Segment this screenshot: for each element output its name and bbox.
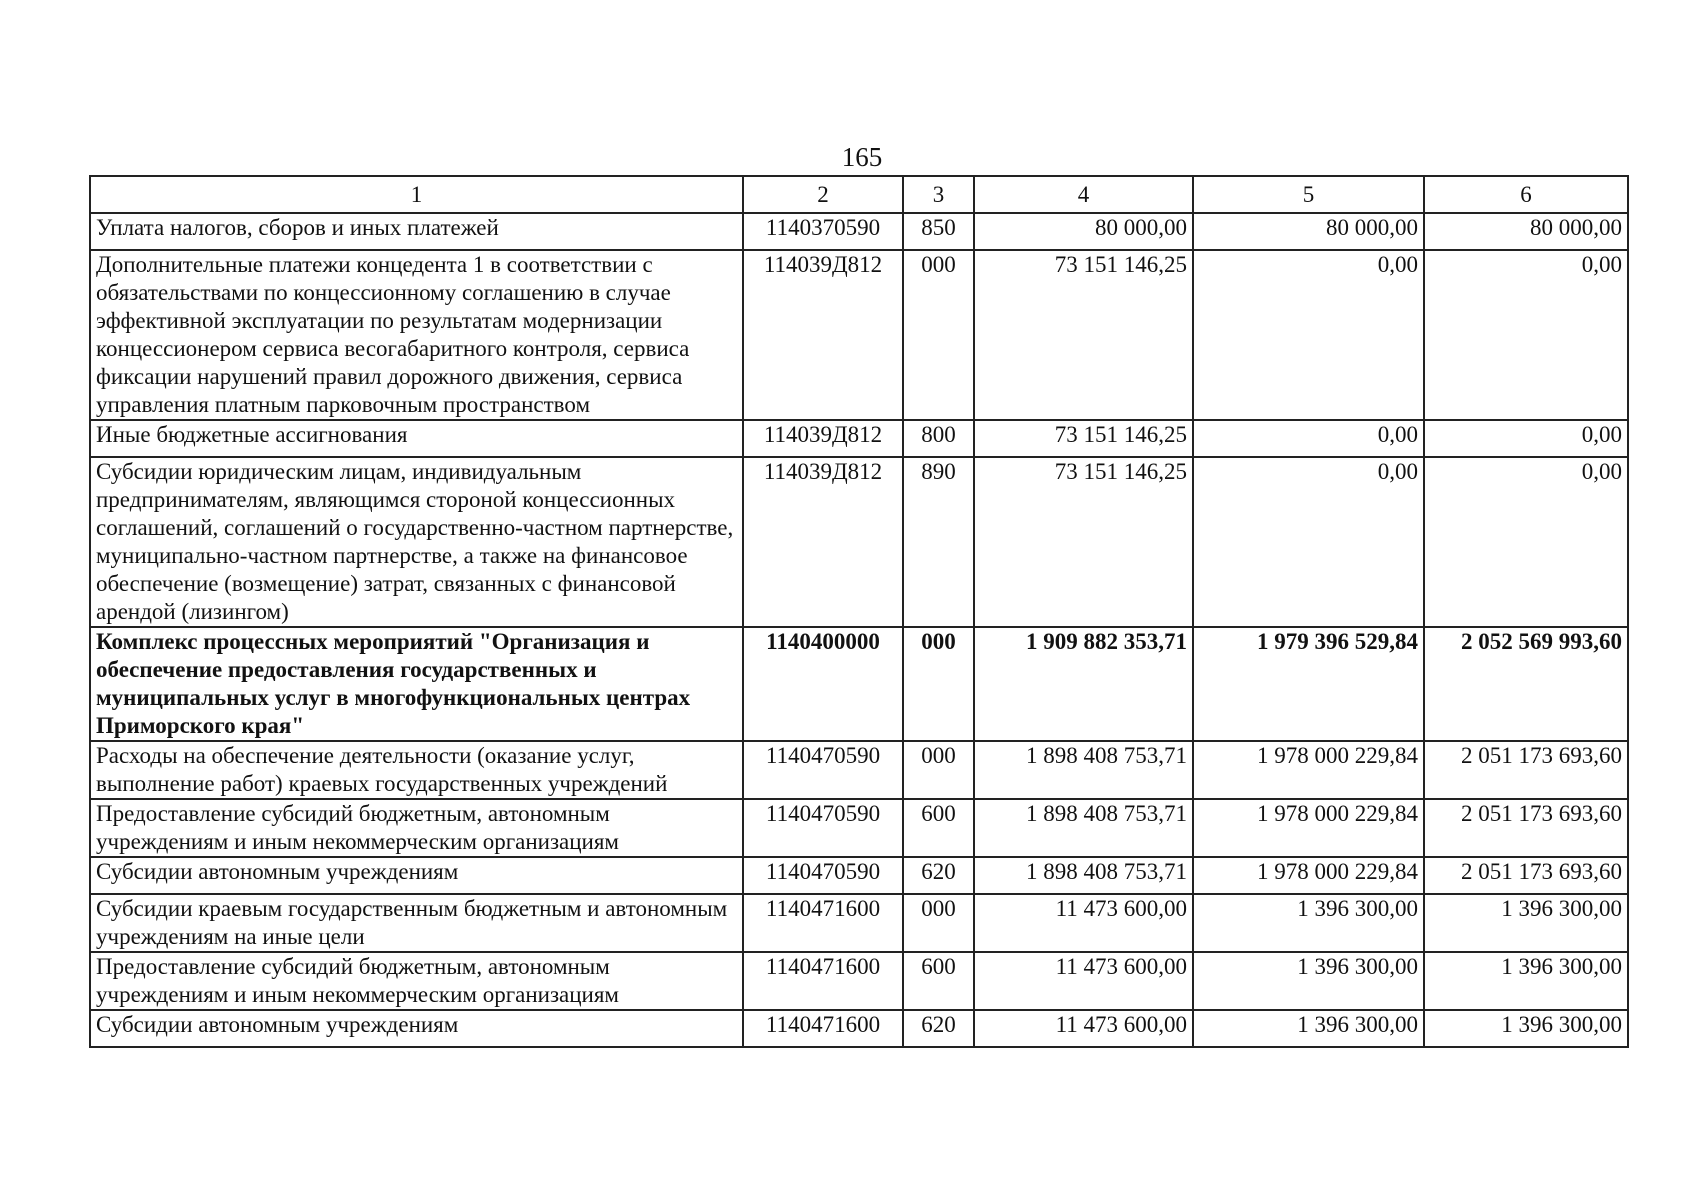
row-amount-col5: 1 396 300,00 [1193,894,1424,952]
table-row [90,250,1628,420]
row-code: 114039Д812 [743,420,903,457]
column-header: 5 [1193,176,1424,213]
column-header: 1 [90,176,743,213]
row-code: 1140471600 [743,952,903,1010]
row-expense-type: 000 [903,250,974,420]
row-amount-col6: 2 052 569 993,60 [1424,627,1628,741]
row-code: 1140470590 [743,857,903,894]
table-row [90,952,1628,1010]
row-expense-type: 850 [903,213,974,250]
row-code: 1140471600 [743,894,903,952]
row-name: Субсидии автономным учреждениям [90,857,743,894]
row-amount-col6: 1 396 300,00 [1424,894,1628,952]
row-amount-col6: 1 396 300,00 [1424,1010,1628,1047]
row-amount-col4: 1 898 408 753,71 [974,799,1193,857]
row-amount-col6: 2 051 173 693,60 [1424,857,1628,894]
budget-table [89,175,1629,1048]
table-row [90,894,1628,952]
column-header: 2 [743,176,903,213]
row-amount-col6: 0,00 [1424,420,1628,457]
row-amount-col4: 11 473 600,00 [974,952,1193,1010]
row-name: Иные бюджетные ассигнования [90,420,743,457]
row-expense-type: 000 [903,894,974,952]
row-amount-col5: 1 979 396 529,84 [1193,627,1424,741]
row-name: Расходы на обеспечение деятельности (оказание услуг, выполнение работ) краевых государственных учреждений [90,741,743,799]
row-code: 1140470590 [743,799,903,857]
row-code: 1140370590 [743,213,903,250]
column-header: 4 [974,176,1193,213]
row-amount-col6: 80 000,00 [1424,213,1628,250]
row-code: 1140471600 [743,1010,903,1047]
row-amount-col4: 73 151 146,25 [974,457,1193,627]
row-amount-col6: 0,00 [1424,457,1628,627]
column-header: 6 [1424,176,1628,213]
row-expense-type: 000 [903,627,974,741]
row-code: 1140470590 [743,741,903,799]
row-amount-col5: 1 396 300,00 [1193,1010,1424,1047]
row-amount-col6: 2 051 173 693,60 [1424,799,1628,857]
row-amount-col6: 1 396 300,00 [1424,952,1628,1010]
row-amount-col5: 80 000,00 [1193,213,1424,250]
row-expense-type: 620 [903,1010,974,1047]
row-name: Субсидии автономным учреждениям [90,1010,743,1047]
row-amount-col5: 1 978 000 229,84 [1193,741,1424,799]
row-name: Субсидии краевым государственным бюджетным и автономным учреждениям на иные цели [90,894,743,952]
row-amount-col6: 0,00 [1424,250,1628,420]
table-row [90,857,1628,894]
row-expense-type: 620 [903,857,974,894]
row-amount-col5: 0,00 [1193,457,1424,627]
row-amount-col5: 1 978 000 229,84 [1193,799,1424,857]
page-number: 165 [841,142,883,172]
row-name: Уплата налогов, сборов и иных платежей [90,213,743,250]
table-row [90,420,1628,457]
table-row-section-total [90,627,1628,741]
row-name: Предоставление субсидий бюджетным, автономным учреждениям и иным некоммерческим организациям [90,799,743,857]
row-amount-col4: 1 898 408 753,71 [974,857,1193,894]
column-header: 3 [903,176,974,213]
table-row [90,213,1628,250]
row-amount-col4: 11 473 600,00 [974,894,1193,952]
row-amount-col5: 0,00 [1193,250,1424,420]
row-code: 114039Д812 [743,250,903,420]
row-amount-col4: 1 898 408 753,71 [974,741,1193,799]
row-expense-type: 800 [903,420,974,457]
row-code: 1140400000 [743,627,903,741]
table-row [90,741,1628,799]
row-expense-type: 890 [903,457,974,627]
row-expense-type: 600 [903,952,974,1010]
row-amount-col5: 1 396 300,00 [1193,952,1424,1010]
row-name: Субсидии юридическим лицам, индивидуальным предпринимателям, являющимся стороной концессионных соглашений, соглашений о государственно-частном партнерстве, муниципально-частном партнерстве, а также на финансовое обеспечение (возмещение) затрат, связанных с финансовой арендой (лизингом) [90,457,743,627]
row-name: Комплекс процессных мероприятий "Организация и обеспечение предоставления государственных и муниципальных услуг в многофункциональных центрах Приморского края" [90,627,743,741]
table-header-row [90,176,1628,213]
row-expense-type: 000 [903,741,974,799]
row-amount-col4: 11 473 600,00 [974,1010,1193,1047]
row-amount-col4: 73 151 146,25 [974,250,1193,420]
row-amount-col5: 0,00 [1193,420,1424,457]
table-row [90,457,1628,627]
row-name: Дополнительные платежи концедента 1 в соответствии с обязательствами по концессионному соглашению в случае эффективной эксплуатации по результатам модернизации концессионером сервиса весогабаритного контроля, сервиса фиксации нарушений правил дорожного движения, сервиса управления платным парковочным пространством [90,250,743,420]
table-row [90,799,1628,857]
row-amount-col4: 73 151 146,25 [974,420,1193,457]
row-amount-col4: 80 000,00 [974,213,1193,250]
row-code: 114039Д812 [743,457,903,627]
row-amount-col5: 1 978 000 229,84 [1193,857,1424,894]
row-name: Предоставление субсидий бюджетным, автономным учреждениям и иным некоммерческим организациям [90,952,743,1010]
row-expense-type: 600 [903,799,974,857]
row-amount-col4: 1 909 882 353,71 [974,627,1193,741]
row-amount-col6: 2 051 173 693,60 [1424,741,1628,799]
table-row [90,1010,1628,1047]
